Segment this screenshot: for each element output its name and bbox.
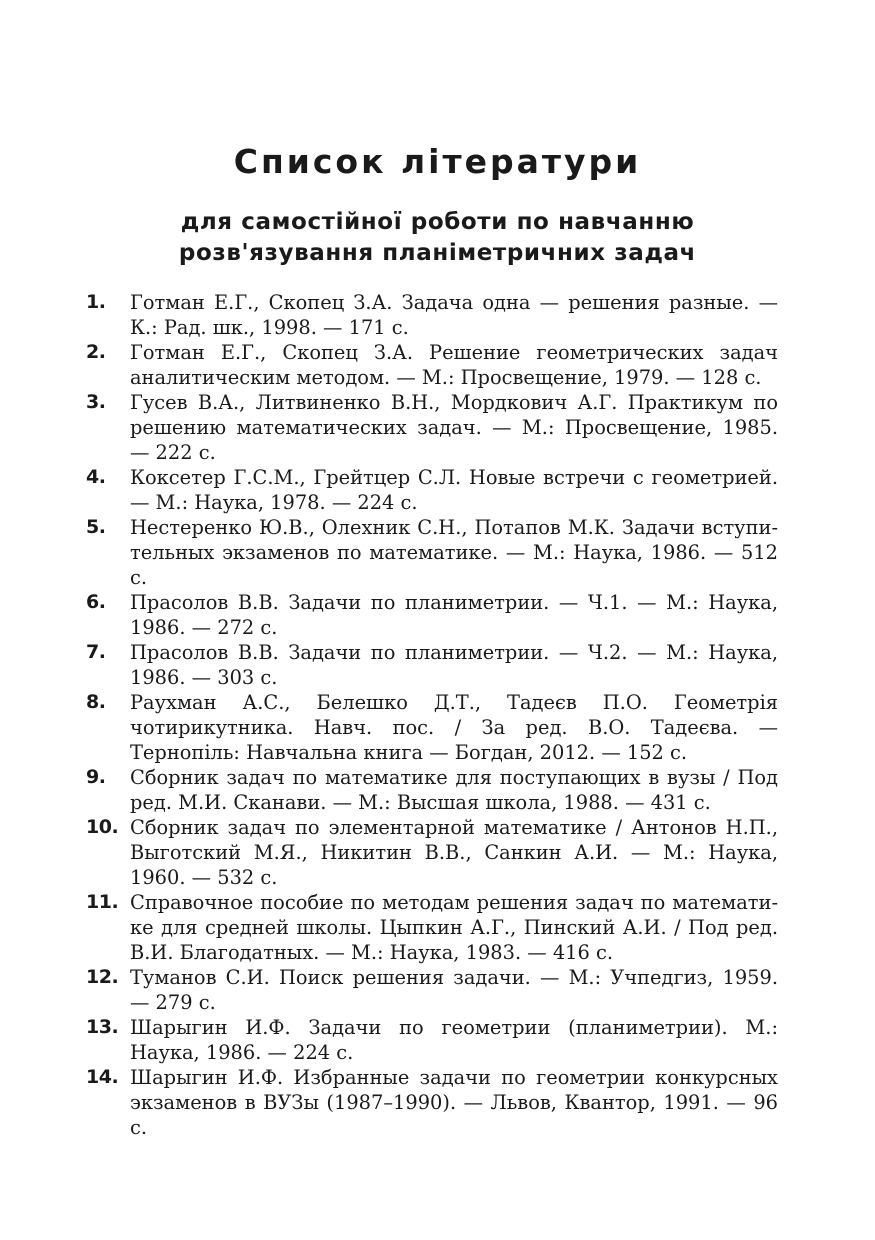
reference-item bbox=[86, 465, 778, 515]
page-title: Список літератури bbox=[233, 142, 642, 181]
reference-number: 13. bbox=[86, 1016, 119, 1038]
reference-number: 3. bbox=[86, 391, 106, 413]
reference-item bbox=[86, 640, 778, 690]
reference-item bbox=[86, 965, 778, 1015]
reference-item bbox=[86, 815, 778, 890]
reference-item bbox=[86, 1015, 778, 1065]
reference-number: 7. bbox=[86, 641, 106, 663]
page-subtitle bbox=[0, 207, 875, 269]
reference-number: 14. bbox=[86, 1066, 119, 1088]
reference-text: Раухман А.С., Белешко Д.Т., Тадеєв П.О. Геометрія чотирикутника. Навч. пос. / За ред. В.О. Тадеєва. — Тернопіль: Навчальна книга — Богдан, 2012. — 152 с. bbox=[130, 691, 778, 764]
reference-item bbox=[86, 290, 778, 340]
reference-item bbox=[86, 1065, 778, 1140]
reference-item bbox=[86, 340, 778, 390]
reference-text: Нестеренко Ю.В., Олехник С.Н., Потапов М.К. Задачи вступительных экзаменов по математике. — М.: Наука, 1986. — 512 с. bbox=[130, 516, 778, 589]
reference-number: 2. bbox=[86, 341, 106, 363]
reference-text: Готман Е.Г., Скопец З.А. Решение геометрических задач аналитическим методом. — М.: Просвещение, 1979. — 128 с. bbox=[130, 341, 778, 389]
reference-number: 11. bbox=[86, 891, 119, 913]
reference-item bbox=[86, 390, 778, 465]
reference-text: Прасолов В.В. Задачи по планиметрии. — Ч.1. — М.: Наука, 1986. — 272 с. bbox=[130, 591, 778, 639]
reference-number: 12. bbox=[86, 966, 119, 988]
reference-number: 6. bbox=[86, 591, 106, 613]
reference-text: Сборник задач по элементарной математике / Антонов Н.П., Выготский М.Я., Никитин В.В., Санкин А.И. — М.: Наука, 1960. — 532 с. bbox=[130, 816, 778, 889]
reference-list bbox=[86, 290, 778, 1140]
reference-number: 10. bbox=[86, 816, 119, 838]
reference-text: Справочное пособие по методам решения задач по математике для средней школы. Цыпкин А.Г., Пинский А.И. / Под ред. В.И. Благодатных. — М.: Наука, 1983. — 416 с. bbox=[130, 891, 778, 964]
reference-number: 9. bbox=[86, 766, 106, 788]
reference-text: Шарыгин И.Ф. Избранные задачи по геометрии конкурсных экзаменов в ВУЗы (1987–1990). — Львов, Квантор, 1991. — 96 с. bbox=[130, 1066, 778, 1139]
reference-item bbox=[86, 765, 778, 815]
reference-text: Шарыгин И.Ф. Задачи по геометрии (планиметрии). М.: Наука, 1986. — 224 с. bbox=[130, 1016, 778, 1064]
reference-item bbox=[86, 515, 778, 590]
reference-text: Туманов С.И. Поиск решения задачи. — М.: Учпедгиз, 1959. — 279 с. bbox=[130, 966, 778, 1014]
reference-item bbox=[86, 590, 778, 640]
reference-number: 1. bbox=[86, 291, 106, 313]
reference-text: Прасолов В.В. Задачи по планиметрии. — Ч.2. — М.: Наука, 1986. — 303 с. bbox=[130, 641, 778, 689]
reference-text: Гусев В.А., Литвиненко В.Н., Мордкович А.Г. Практикум по решению математических задач. — М.: Просвещение, 1985. — 222 с. bbox=[130, 391, 778, 464]
subtitle-line-2: розв'язування планіметричних задач bbox=[178, 240, 697, 266]
reference-item bbox=[86, 890, 778, 965]
reference-number: 5. bbox=[86, 516, 106, 538]
reference-text: Коксетер Г.С.М., Грейтцер С.Л. Новые встречи с геометрией. — М.: Наука, 1978. — 224 с. bbox=[130, 466, 778, 514]
reference-text: Готман Е.Г., Скопец З.А. Задача одна — решения разные. — К.: Рад. шк., 1998. — 171 с. bbox=[130, 291, 778, 339]
reference-number: 8. bbox=[86, 691, 106, 713]
reference-number: 4. bbox=[86, 466, 106, 488]
subtitle-line-1: для самостійної роботи по навчанню bbox=[180, 209, 695, 235]
reference-text: Сборник задач по математике для поступающих в вузы / Под ред. М.И. Сканави. — М.: Высшая школа, 1988. — 431 с. bbox=[130, 766, 778, 814]
reference-item bbox=[86, 690, 778, 765]
